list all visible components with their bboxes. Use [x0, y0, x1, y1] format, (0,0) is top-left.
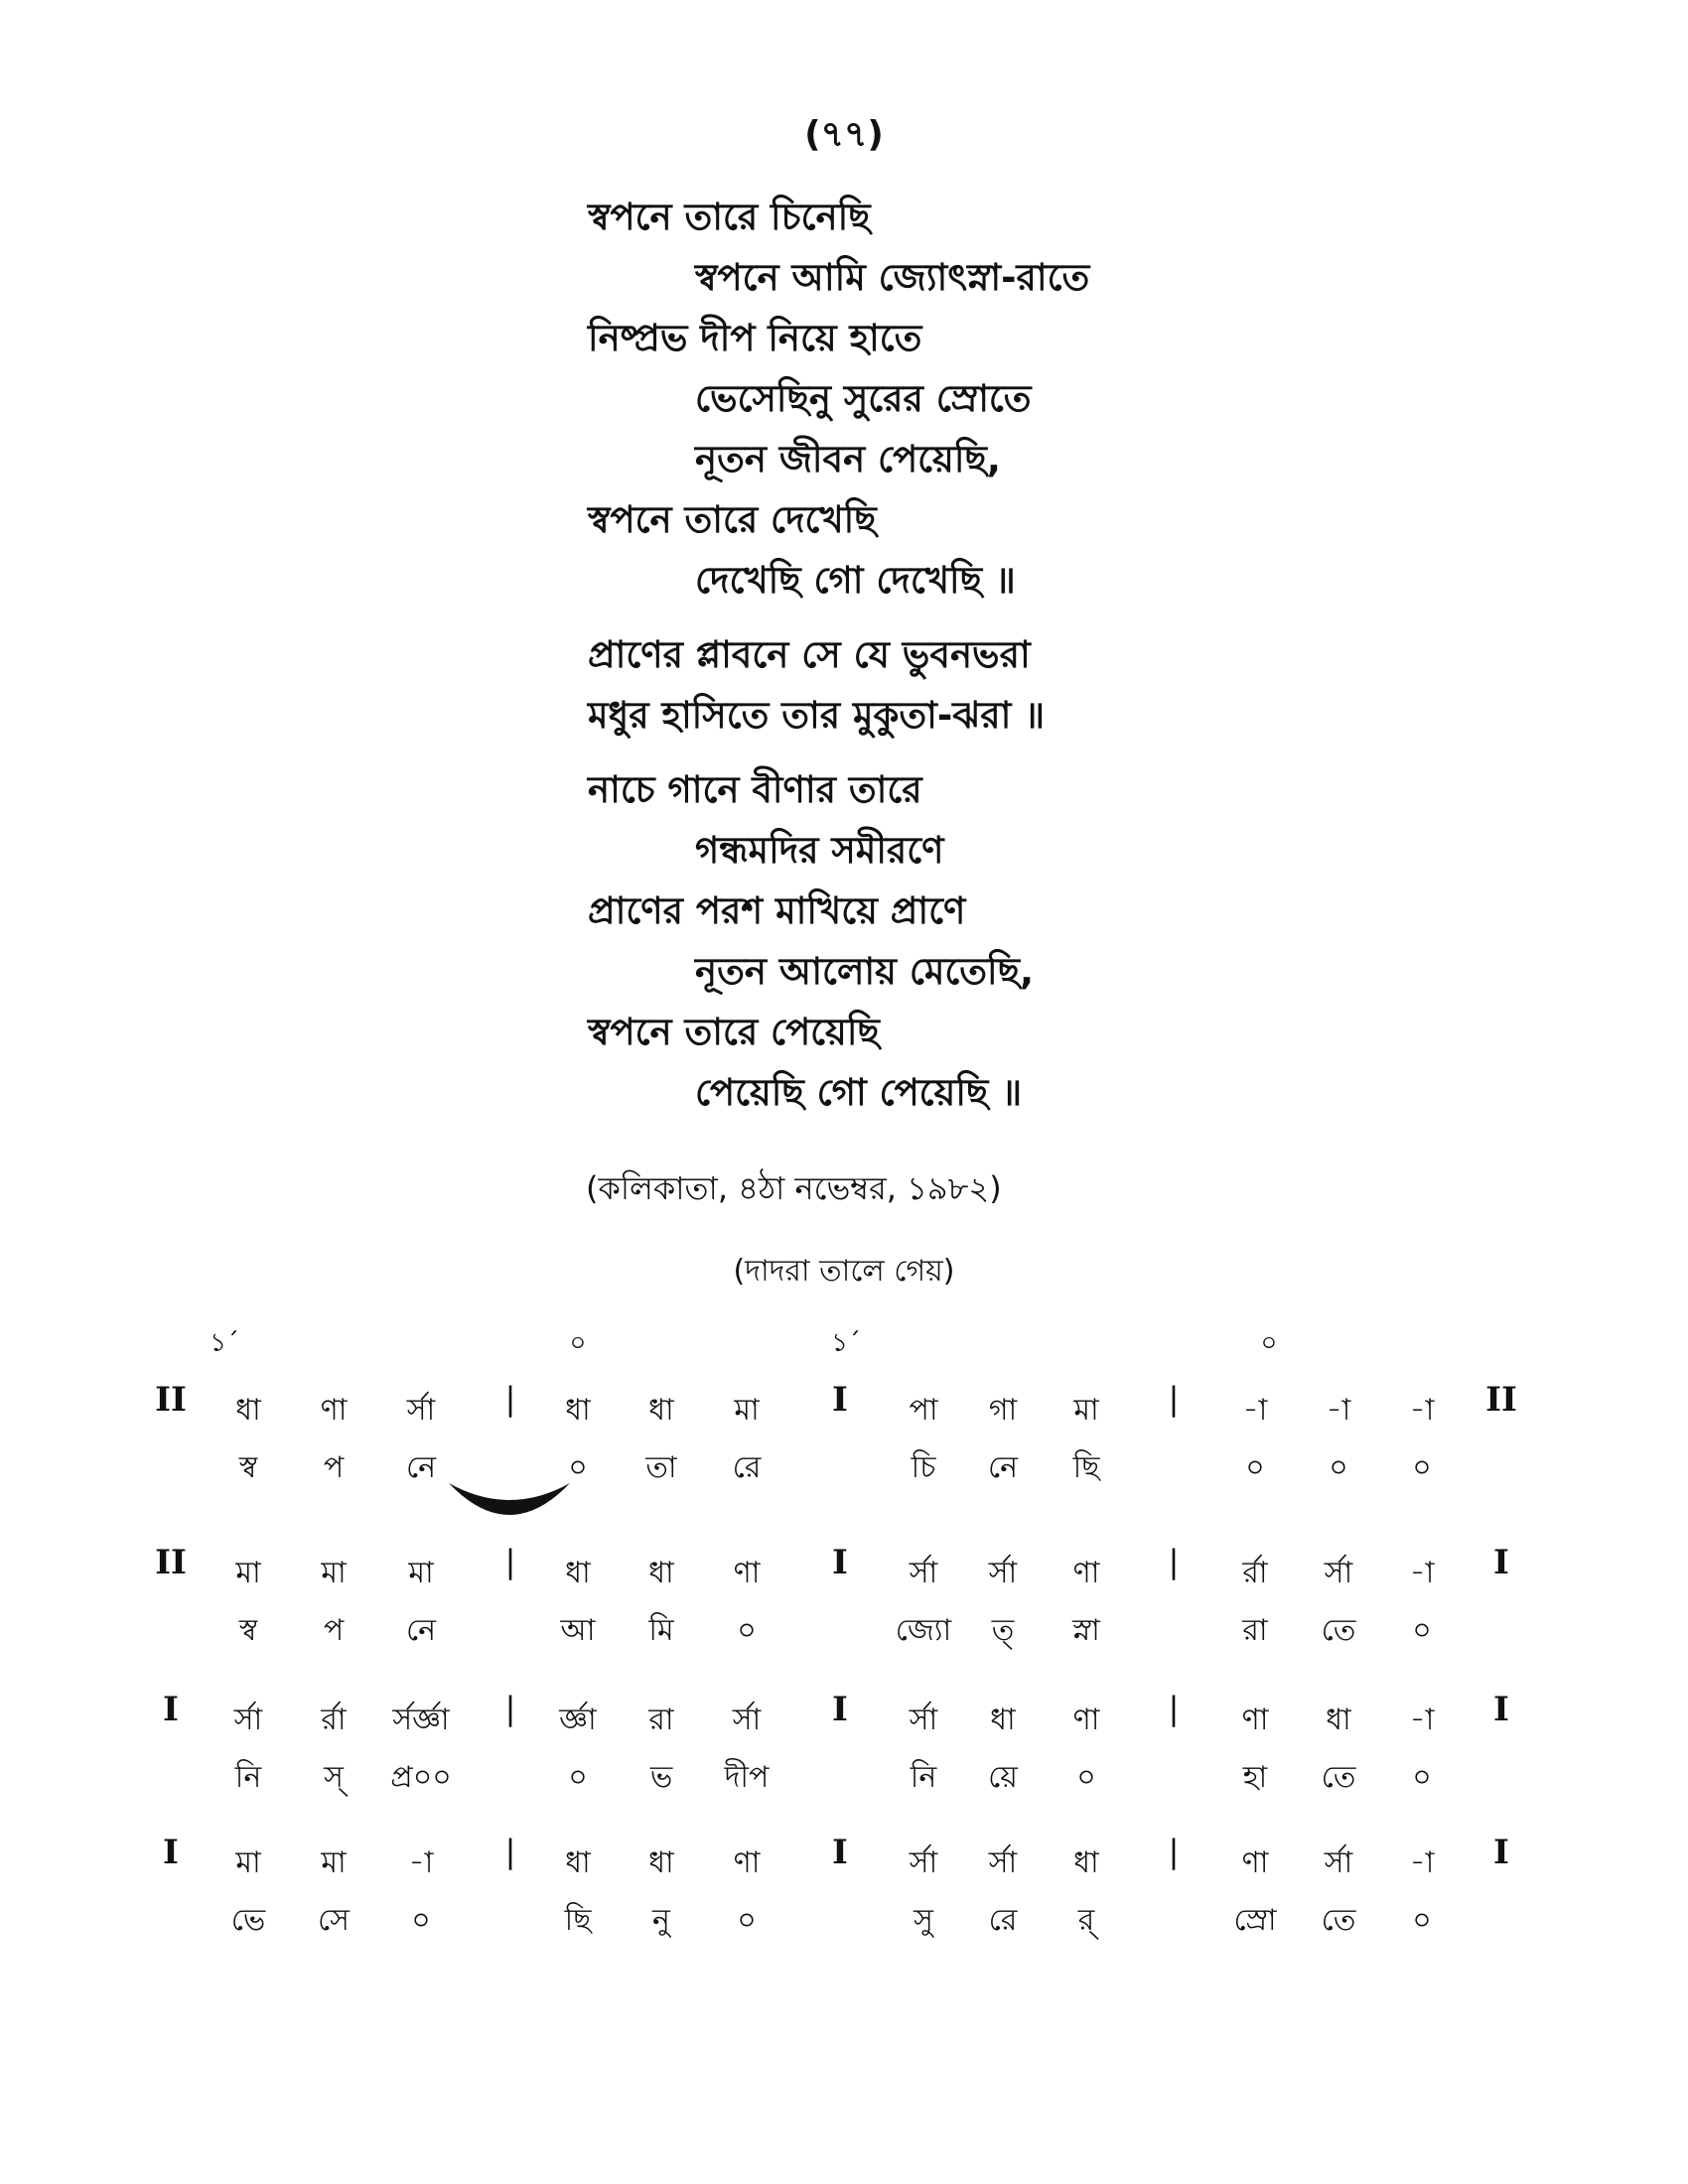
lyric-syllable: নু	[652, 1903, 670, 1938]
lyric-syllable: ০	[1412, 1903, 1432, 1938]
lyric-syllable: প	[323, 1613, 345, 1648]
swara-note: ধা	[990, 1703, 1016, 1737]
lyric-syllable: মি	[648, 1613, 674, 1648]
lyric-syllable: দীপ	[724, 1760, 770, 1795]
swara-note: ধা	[648, 1845, 674, 1880]
swara-note: র্সা	[406, 1393, 436, 1428]
measure-divider: I	[832, 1543, 848, 1582]
lyric-syllable: রে	[732, 1450, 762, 1485]
beat-divider: |	[504, 1690, 516, 1727]
swara-note: ণা	[733, 1845, 761, 1880]
swara-note: র্সর্জ্ঞা	[392, 1703, 450, 1737]
beat-mark: ১´	[210, 1328, 239, 1358]
poem-line: স্বপনে আমি জ্যোৎস্না-রাতে	[695, 256, 1090, 299]
composition-dateline: (কলিকাতা, ৪ঠা নভেম্বর, ১৯৮২)	[586, 1169, 1002, 1207]
lyric-syllable: রে	[988, 1903, 1018, 1938]
poem-line: মধুর হাসিতে তার মুকুতা-ঝরা ॥	[588, 694, 1046, 737]
lyric-syllable: নি	[910, 1760, 937, 1795]
poem-line: নাচে গানে বীণার তারে	[588, 768, 922, 811]
swara-note: র্রা	[321, 1703, 347, 1737]
swara-note: -া	[1409, 1393, 1435, 1428]
swara-note: -া	[408, 1845, 434, 1880]
lyric-syllable: ০	[1329, 1450, 1348, 1485]
beat-divider: |	[1168, 1543, 1180, 1580]
lyric-syllable: প	[323, 1450, 345, 1485]
swara-note: ণা	[1072, 1556, 1100, 1590]
lyric-syllable: নে	[987, 1450, 1019, 1485]
swara-note: ধা	[565, 1845, 591, 1880]
beat-mark: ০	[569, 1328, 587, 1358]
beat-divider: |	[1168, 1690, 1180, 1727]
swara-note: র্সা	[1324, 1556, 1353, 1590]
swara-note: -া	[1409, 1703, 1435, 1737]
beat-mark: ১´	[831, 1328, 861, 1358]
lyric-syllable: হা	[1242, 1760, 1268, 1795]
lyric-syllable: ছি	[564, 1903, 592, 1938]
swara-note: ধা	[648, 1393, 674, 1428]
lyric-syllable: ০	[1076, 1760, 1096, 1795]
bar-open: I	[163, 1833, 179, 1872]
swara-note: ধা	[1073, 1845, 1099, 1880]
measure-divider: I	[832, 1690, 848, 1729]
swara-note: ধা	[235, 1393, 261, 1428]
lyric-syllable: আ	[560, 1613, 596, 1648]
swara-note: মা	[235, 1845, 261, 1880]
swara-note: মা	[408, 1556, 434, 1590]
poem-line: দেখেছি গো দেখেছি ॥	[695, 559, 1016, 602]
swara-note: র্রা	[1242, 1556, 1268, 1590]
poem-line: প্রাণের প্লাবনে সে যে ভুবনভরা	[588, 633, 1031, 676]
swara-note: ণা	[320, 1393, 348, 1428]
beat-divider: |	[504, 1833, 516, 1870]
swara-note: ধা	[1326, 1703, 1351, 1737]
lyric-syllable: জ্যো	[895, 1613, 952, 1648]
swara-note: র্সা	[732, 1703, 762, 1737]
lyric-syllable: তা	[645, 1450, 677, 1485]
lyric-syllable: ০	[568, 1760, 588, 1795]
lyric-syllable: নে	[405, 1450, 437, 1485]
poem-line: নূতন আলোয় মেতেছি,	[695, 950, 1035, 993]
bar-open: II	[155, 1543, 187, 1582]
poem-line: নূতন জীবন পেয়েছি,	[695, 438, 1001, 480]
page-number: (৭৭)	[804, 114, 884, 155]
lyric-syllable: ০	[411, 1903, 431, 1938]
swara-note: ণা	[1072, 1703, 1100, 1737]
lyric-syllable: চি	[911, 1450, 936, 1485]
swara-note: ণা	[733, 1556, 761, 1590]
swara-note: ধা	[565, 1393, 591, 1428]
swara-note: -া	[1409, 1556, 1435, 1590]
bar-close: I	[1493, 1690, 1509, 1729]
swara-note: মা	[1073, 1393, 1099, 1428]
swara-note: -া	[1326, 1393, 1351, 1428]
lyric-syllable: ০	[1412, 1613, 1432, 1648]
measure-divider: I	[832, 1833, 848, 1872]
lyric-syllable: সে	[318, 1903, 350, 1938]
beat-divider: |	[1168, 1380, 1180, 1418]
swara-note: মা	[235, 1556, 261, 1590]
bar-open: II	[155, 1380, 187, 1420]
lyric-syllable: ভে	[230, 1903, 266, 1938]
poem-line: পেয়েছি গো পেয়েছি ॥	[695, 1071, 1023, 1114]
bar-close: II	[1485, 1380, 1517, 1420]
lyric-syllable: ০	[568, 1450, 588, 1485]
lyric-syllable: নি	[234, 1760, 262, 1795]
swara-note: র্জ্ঞা	[559, 1703, 597, 1737]
poem-line: গন্ধমদির সমীরণে	[695, 829, 944, 872]
swara-note: মা	[734, 1393, 760, 1428]
bar-close: I	[1493, 1543, 1509, 1582]
lyric-syllable: ০	[737, 1903, 757, 1938]
swara-note: র্সা	[988, 1556, 1018, 1590]
swara-note: ণা	[1241, 1703, 1269, 1737]
lyric-syllable: ০	[1245, 1450, 1265, 1485]
bar-open: I	[163, 1690, 179, 1729]
lyric-syllable: স্	[324, 1760, 344, 1795]
swara-note: র্সা	[988, 1845, 1018, 1880]
swara-note: পা	[909, 1393, 938, 1428]
swara-note: র্সা	[233, 1703, 263, 1737]
swara-note: ণা	[1241, 1845, 1269, 1880]
beat-divider: |	[504, 1380, 516, 1418]
swara-note: র্সা	[1324, 1845, 1353, 1880]
lyric-syllable: প্র০০	[390, 1760, 452, 1795]
swara-note: র্সা	[909, 1845, 938, 1880]
poem-line: স্বপনে তারে চিনেছি	[588, 196, 871, 238]
lyric-syllable: স্ব	[238, 1613, 258, 1648]
lyric-syllable: ত্	[991, 1613, 1015, 1648]
lyric-syllable: তে	[1321, 1903, 1356, 1938]
beat-divider: |	[504, 1543, 516, 1580]
swara-note: মা	[321, 1556, 347, 1590]
lyric-syllable: ০	[737, 1613, 757, 1648]
poem-line: ভেসেছিনু সুরের স্রোতে	[695, 377, 1032, 420]
poem-line: স্বপনে তারে পেয়েছি	[588, 1011, 880, 1053]
poem-line: নিষ্প্রভ দীপ নিয়ে হাতে	[588, 317, 922, 359]
swara-note: -া	[1242, 1393, 1268, 1428]
swara-note: মা	[321, 1845, 347, 1880]
swara-note: র্সা	[909, 1556, 938, 1590]
lyric-syllable: স্ব	[238, 1450, 258, 1485]
lyric-syllable: ০	[1412, 1450, 1432, 1485]
slur-mark	[445, 1477, 574, 1537]
swara-note: র্সা	[909, 1703, 938, 1737]
bar-close: I	[1493, 1833, 1509, 1872]
measure-divider: I	[832, 1380, 848, 1420]
lyric-syllable: ছি	[1072, 1450, 1100, 1485]
beat-divider: |	[1168, 1833, 1180, 1870]
swara-note: রা	[648, 1703, 674, 1737]
lyric-syllable: রা	[1242, 1613, 1268, 1648]
lyric-syllable: নে	[405, 1613, 437, 1648]
lyric-syllable: তে	[1321, 1760, 1356, 1795]
lyric-syllable: তে	[1321, 1613, 1356, 1648]
swara-note: ধা	[565, 1556, 591, 1590]
lyric-syllable: স্না	[1072, 1613, 1100, 1648]
lyric-syllable: সু	[914, 1903, 933, 1938]
lyric-syllable: ভ	[649, 1760, 673, 1795]
poem-line: স্বপনে তারে দেখেছি	[588, 498, 877, 541]
lyric-syllable: র্	[1077, 1903, 1095, 1938]
swara-note: -া	[1409, 1845, 1435, 1880]
lyric-syllable: ০	[1412, 1760, 1432, 1795]
beat-mark: ০	[1260, 1328, 1278, 1358]
lyric-syllable: স্রো	[1233, 1903, 1277, 1938]
taal-note: (দাদরা তালে গেয়)	[733, 1254, 955, 1289]
swara-note: গা	[988, 1393, 1018, 1428]
lyric-syllable: য়ে	[988, 1760, 1018, 1795]
poem-line: প্রাণের পরশ মাখিয়ে প্রাণে	[588, 889, 966, 932]
swara-note: ধা	[648, 1556, 674, 1590]
